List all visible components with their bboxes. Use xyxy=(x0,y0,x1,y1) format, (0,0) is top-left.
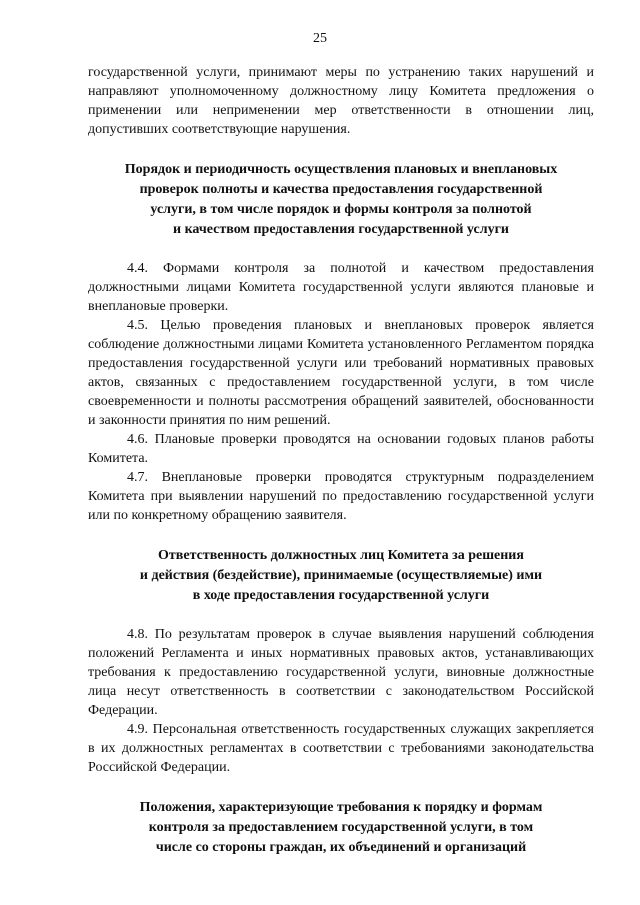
spacer xyxy=(88,606,594,625)
heading-line: услуги, в том числе порядок и формы контроля за полнотой xyxy=(150,202,532,217)
heading-line: числе со стороны граждан, их объединений и организаций xyxy=(155,840,527,855)
section-heading-control-requirements xyxy=(88,798,594,858)
heading-line: и качеством предоставления государственной услуги xyxy=(173,222,509,237)
intro-paragraph: государственной услуги, принимают меры по устранению таких нарушений и направляют уполномоченному должностному лицу Комитета предложения о применении или неприменении мер ответственности в отношении лиц, допустивших соответствующие нарушения. xyxy=(88,65,594,137)
heading-line: и действия (бездействие), принимаемые (осуществляемые) ими xyxy=(139,568,543,583)
spacer xyxy=(88,525,594,546)
paragraph-4-7: 4.7. Внеплановые проверки проводятся структурным подразделением Комитета при выявлении нарушений по предоставлению государственной услуги или по конкретному обращению заявителя. xyxy=(88,470,594,523)
paragraph-4-5: 4.5. Целью проведения плановых и внеплановых проверок является соблюдение должностными лицами Комитета установленного Регламентом порядка предоставления государственной услуги или требований нормативных правовых актов, связанных с предоставлением государственной услуги, в том числе своевременности и полноты рассмотрения обращений заявителей, обоснованности и законности принятия по ним решений. xyxy=(88,318,594,428)
heading-line: контроля за предоставлением государственной услуги, в том xyxy=(148,820,534,835)
heading-line: в ходе предоставления государственной услуги xyxy=(192,588,490,603)
page-number: 25 xyxy=(313,31,327,46)
section-heading-responsibility xyxy=(88,546,594,606)
section-heading-inspections xyxy=(88,160,594,240)
spacer xyxy=(88,240,594,259)
spacer xyxy=(88,777,594,798)
heading-line: Порядок и периодичность осуществления плановых и внеплановых xyxy=(124,162,558,177)
paragraph-4-6: 4.6. Плановые проверки проводятся на основании годовых планов работы Комитета. xyxy=(88,432,594,466)
paragraph-4-4: 4.4. Формами контроля за полнотой и качеством предоставления должностными лицами Комитета государственной услуги являются плановые и внеплановые проверки. xyxy=(88,261,594,314)
spacer xyxy=(88,139,594,160)
paragraph-4-9: 4.9. Персональная ответственность государственных служащих закрепляется в их должностных регламентах в соответствии с требованиями законодательства Российской Федерации. xyxy=(88,722,594,775)
paragraph-4-8: 4.8. По результатам проверок в случае выявления нарушений соблюдения положений Регламента и иных нормативных правовых актов, устанавливающих требования к предоставлению государственной услуги, виновные должностные лица несут ответственность в соответствии с законодательством Российской Федерации. xyxy=(88,627,594,718)
heading-line: проверок полноты и качества предоставления государственной xyxy=(139,182,543,197)
document-body xyxy=(88,63,594,858)
heading-line: Положения, характеризующие требования к порядку и формам xyxy=(139,800,543,815)
heading-line: Ответственность должностных лиц Комитета за решения xyxy=(158,548,524,563)
